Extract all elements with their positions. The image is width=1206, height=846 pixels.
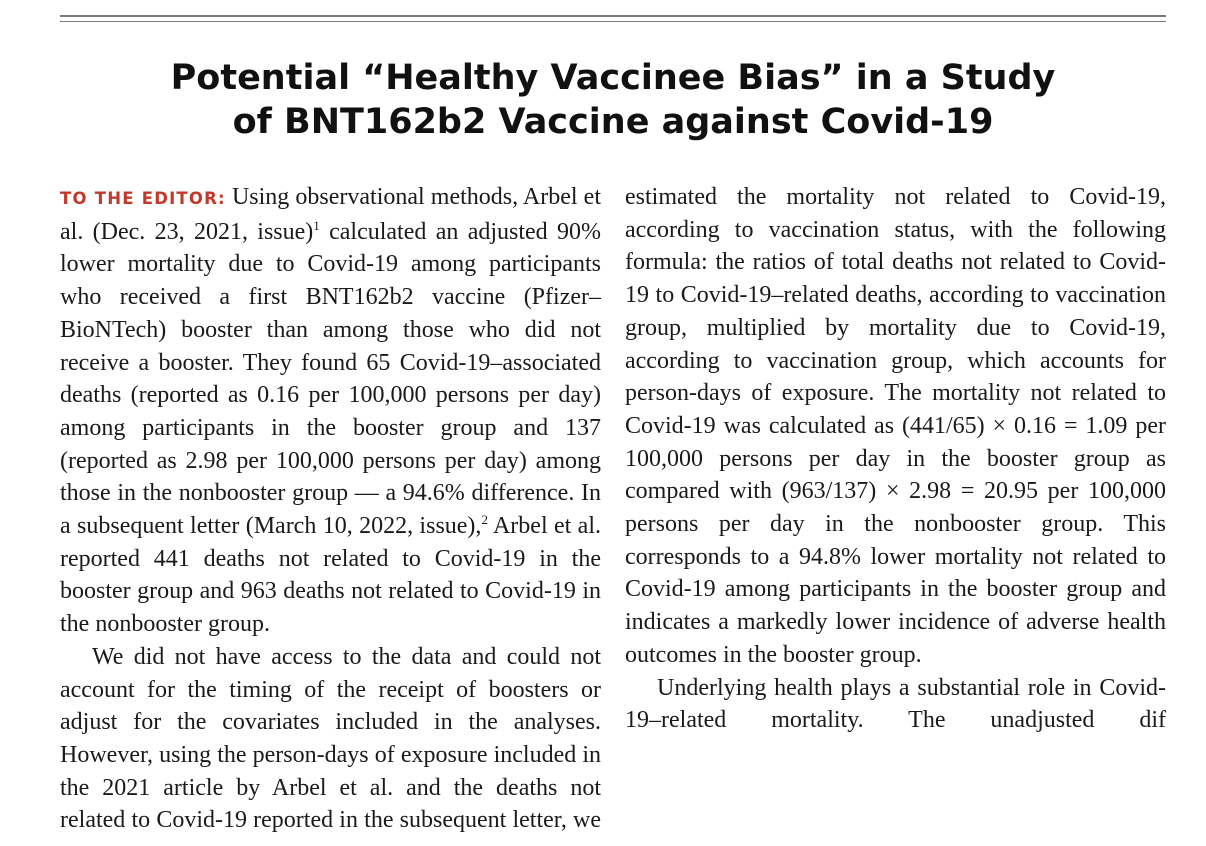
right-column <box>625 181 1166 737</box>
paragraph-1 <box>60 181 601 641</box>
article-title <box>60 56 1166 144</box>
paragraph-3: Underlying health plays a substantial role in Covid-19–related mortality. The unadjusted dif <box>625 674 1166 734</box>
title-line-2: of BNT162b2 Vaccine against Covid-19 <box>232 102 994 142</box>
paragraph-2: We did not have access to the data and could not account for the timing of the receipt of boosters or adjust for the covariates included in the analyses. However, using the person-days of exposure included in the 2021 article by Arbel et al. and the deaths not related to Covid-19 reported in the subsequent letter, we <box>60 643 601 834</box>
paragraph-1-text-b: calculated an adjusted 90% lower mortality due to Covid-19 among participants who received a first BNT162b2 vaccine (Pfizer–BioNTech) booster than among those who did not receive a booster. They found 65 Covid-19–associated deaths (reported as 0.16 per 100,000 persons per day) among participants in the booster group and 137 (reported as 2.98 per 100,000 persons per day) among those in the nonbooster group — a 94.6% difference. In a subsequent letter (March 10, 2022, issue), <box>60 218 601 540</box>
top-rule-thin <box>60 21 1166 22</box>
paragraph-1-text-c: Arbel et al. reported 441 deaths not related to Covid-19 in the booster group and 963 deaths not related to Covid-19 in the nonbooster group. <box>60 513 601 638</box>
paragraph-1-text-a: Using observational methods, Arbel et al. (Dec. 23, 2021, issue) <box>60 184 602 245</box>
top-rule <box>60 15 1166 17</box>
left-column <box>60 181 601 837</box>
header-rules <box>60 15 1166 22</box>
to-the-editor-label: TO THE EDITOR: <box>60 189 226 208</box>
paragraph-2-continued: estimated the mortality not related to Covid-19, according to vaccination status, with the following formula: the ratios of total deaths not related to Covid-19 to Covid-19–related deaths, according to vaccination group, multiplied by mortality due to Covid-19, according to vaccination group, which accounts for person-days of exposure. The mortality not related to Covid-19 was calculated as (441/65) × 0.16 = 1.09 per 100,000 persons per day in the booster group as compared with (963/137) × 2.98 = 20.95 per 100,000 persons per day in the nonbooster group. This corresponds to a 94.8% lower mortality not related to Covid-19 among participants in the booster group and indicates a markedly lower incidence of adverse health outcomes in the booster group. <box>625 184 1166 668</box>
title-line-1: Potential “Healthy Vaccinee Bias” in a Study <box>170 58 1056 98</box>
reference-2: 2 <box>481 512 488 528</box>
reference-1: 1 <box>313 217 320 233</box>
